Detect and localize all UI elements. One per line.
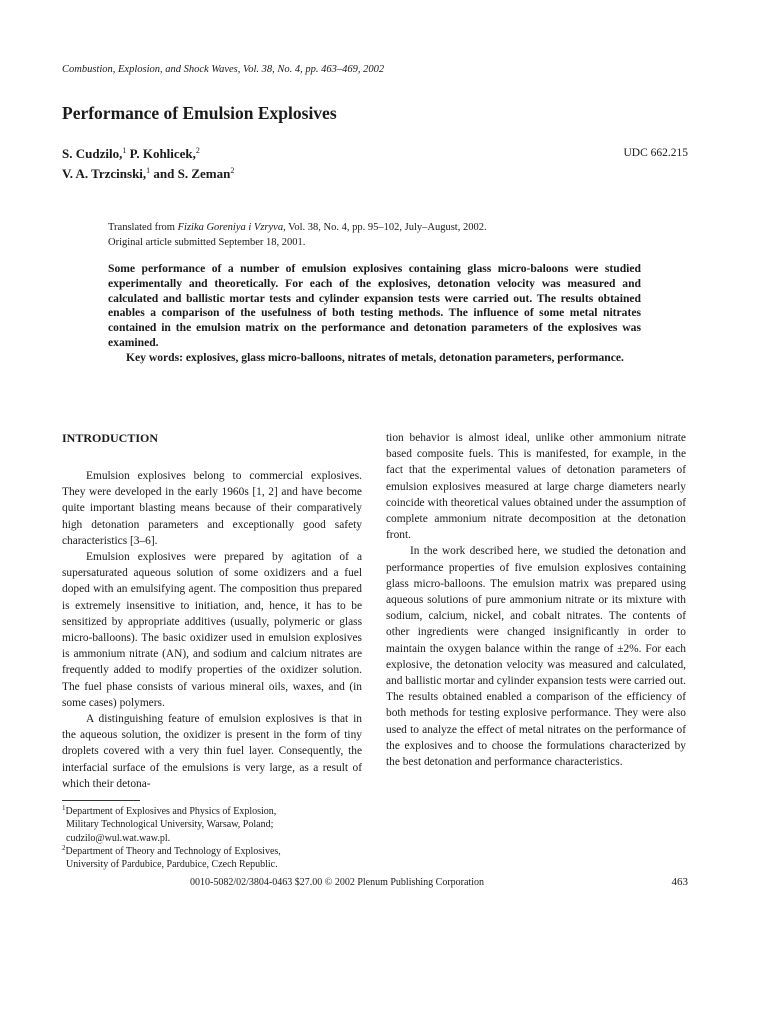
affiliation-mark: 1	[122, 146, 127, 155]
translation-prefix: Translated from	[108, 222, 178, 233]
right-column	[386, 430, 686, 770]
body-paragraph: Emulsion explosives were prepared by agitation of a supersaturated aqueous solution of some oxidizers and a fuel doped with an emulsifying agent. The composition thus prepared is extremely insensitive to initiation, and, hence, it has to be sensitized by appropriate additives (usually, polymeric or glass micro-balloons). The basic oxidizer used in emulsion explosives is ammonium nitrate (AN), and sodium and calcium nitrates are frequently added to modify properties of the oxidizer solution. The fuel phase consists of various mineral oils, waxes, and (in some cases) polymers.	[62, 551, 362, 709]
affiliation-mark: 1	[146, 166, 151, 175]
paper-title: Performance of Emulsion Explosives	[62, 103, 337, 123]
abstract-text: Some performance of a number of emulsion explosives containing glass micro-baloons were studied experimentally and theoretically. For each of the explosives, detonation velocity was measured and calculated and ballistic mortar tests and cylinder expansion tests were carried out. The results obtained enables a comparison of the usefulness of both testing methods. The influence of some metal nitrates contained in the emulsion matrix on the performance and detonation parameters of the explosives was examined.	[108, 262, 641, 349]
affiliation-mark: 2	[195, 146, 200, 155]
journal-citation: Combustion, Explosion, and Shock Waves, Vol. 38, No. 4, pp. 463–469, 2002	[62, 64, 385, 75]
footnote-line: University of Pardubice, Pardubice, Czech Republic.	[66, 859, 278, 871]
body-paragraph: A distinguishing feature of emulsion explosives is that in the aqueous solution, the oxidizer is present in the form of tiny droplets covered with a very thin fuel layer. Consequently, the interfacial surface of the emulsions is very large, as a result of which their detona-	[62, 713, 362, 790]
body-paragraph: Emulsion explosives belong to commercial explosives. They were developed in the early 1960s [1, 2] and have become quite important blasting means because of their comparatively high detonation parameters and exceptionally good safety characteristics [3–6].	[62, 470, 362, 547]
footnotes	[62, 805, 382, 871]
translation-suffix: , Vol. 38, No. 4, pp. 95–102, July–August, 2002.	[283, 222, 487, 233]
author-list	[62, 144, 234, 184]
footnote-2	[62, 845, 382, 858]
footnote-mark: 1	[62, 804, 66, 812]
author-name: and S. Zeman	[150, 166, 231, 181]
author-name: P. Kohlicek,	[126, 146, 196, 161]
copyright-footer: 0010-5082/02/3804-0463 $27.00 © 2002 Plenum Publishing Corporation	[190, 877, 484, 888]
keywords: Key words: explosives, glass micro-balloons, nitrates of metals, detonation parameters, performance.	[126, 350, 624, 364]
abstract	[108, 262, 641, 366]
footnote-divider	[62, 800, 140, 801]
author-line-1	[62, 144, 234, 164]
author-name: V. A. Trzcinski,	[62, 166, 147, 181]
footnote-line: cudzilo@wul.wat.waw.pl.	[66, 832, 171, 844]
left-column	[62, 468, 362, 792]
body-paragraph: In the work described here, we studied the detonation and performance properties of five emulsion explosives containing glass micro-balloons. The emulsion matrix was prepared using aqueous solutions of pure ammonium nitrate or its mixture with sodium, calcium, nickel, and cobalt nitrates. The contents of other ingredients were changed insignificantly in order to maintain the oxygen balance within the range of ±2%. For each explosive, the detonation velocity was measured and calculated, and ballistic mortar and cylinder expansion tests were carried out. The results obtained enabled a comparison of the efficiency of both methods for testing explosive performance. They were also used to analyze the effect of metal nitrates on the performance of the explosives and to choose the formulations characterized by the best detonation and performance characteristics.	[386, 545, 686, 769]
footnote-line: Military Technological University, Warsaw, Poland;	[66, 819, 274, 831]
udc-code: UDC 662.215	[623, 147, 688, 159]
translation-note	[108, 220, 487, 250]
author-name: S. Cudzilo,	[62, 146, 123, 161]
translation-source	[108, 220, 487, 235]
section-heading: INTRODUCTION	[62, 431, 159, 445]
footnote-line: Department of Explosives and Physics of Explosion,	[65, 806, 277, 817]
author-line-2	[62, 164, 234, 184]
affiliation-mark: 2	[230, 166, 235, 175]
submission-date: Original article submitted September 18, 2001.	[108, 237, 306, 248]
body-paragraph: tion behavior is almost ideal, unlike other ammonium nitrate based composite fuels. This is manifested, for example, in the fact that the experimental values of detonation parameters of emulsion explosives measured at large charge diameters nearly coincide with theoretical values obtained under the assumption of complete ammonium nitrate decomposition at the detonation front.	[386, 432, 686, 542]
footnote-mark: 2	[62, 843, 66, 852]
footnote-line: Department of Theory and Technology of Explosives,	[65, 845, 281, 857]
page-number: 463	[671, 876, 688, 888]
source-journal: Fizika Goreniya i Vzryva	[177, 222, 284, 233]
footnote-1	[62, 805, 382, 818]
